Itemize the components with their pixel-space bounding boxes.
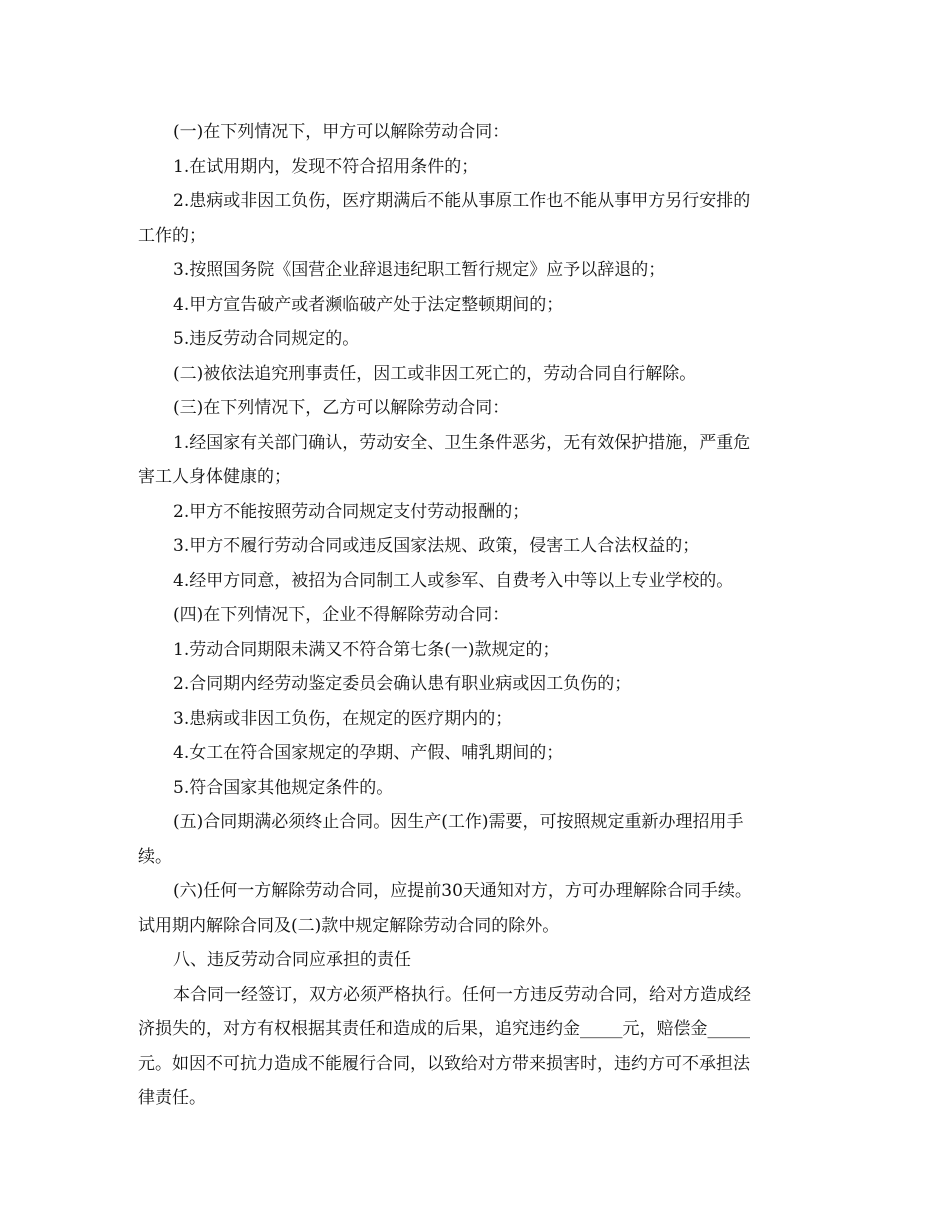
clause-5: (五)合同期满必须终止合同。因生产(工作)需要，可按照规定重新办理招用手 xyxy=(173,812,744,832)
clause-2: (二)被依法追究刑事责任，因工或非因工死亡的，劳动合同自行解除。 xyxy=(173,363,697,384)
section-8-para-line-4: 律责任。 xyxy=(138,1088,206,1108)
section-8-para-line-3: 元。如因不可抗力造成不能履行合同，以致给对方带来损害时，违约方可不承担法 xyxy=(138,1053,750,1074)
clause-4-item-5: 5.符合国家其他规定条件的。 xyxy=(173,777,394,798)
clause-4-item-4: 4.女工在符合国家规定的孕期、产假、哺乳期间的； xyxy=(173,743,564,763)
clause-3-item-1: 1.经国家有关部门确认，劳动安全、卫生条件恶劣，无有效保护措施，严重危 xyxy=(173,432,751,453)
clause-6: (六)任何一方解除劳动合同，应提前30天通知对方，方可办理解除合同手续。 xyxy=(173,881,752,901)
clause-6-cont: 试用期内解除合同及(二)款中规定解除劳动合同的除外。 xyxy=(138,915,560,936)
clause-1-item-4: 4.甲方宣告破产或者濒临破产处于法定整顿期间的； xyxy=(173,294,564,315)
clause-4-item-3: 3.患病或非因工负伤，在规定的医疗期内的； xyxy=(173,708,513,729)
section-8-para-line-1: 本合同一经签订，双方必须严格执行。任何一方违反劳动合同，给对方造成经 xyxy=(173,984,751,1005)
clause-3-item-3: 3.甲方不履行劳动合同或违反国家法规、政策，侵害工人合法权益的； xyxy=(173,536,700,556)
clause-1-item-3: 3.按照国务院《国营企业辞退违纪职工暂行规定》应予以辞退的； xyxy=(173,260,666,280)
document-body xyxy=(138,115,838,1116)
clause-4-item-2: 2.合同期内经劳动鉴定委员会确认患有职业病或因工负伤的； xyxy=(173,674,632,694)
clause-4-heading: (四)在下列情况下，企业不得解除劳动合同： xyxy=(173,605,510,625)
clause-1-item-2: 2.患病或非因工负伤，医疗期满后不能从事原工作也不能从事甲方另行安排的 xyxy=(173,191,751,211)
clause-5-cont: 续。 xyxy=(138,846,172,867)
clause-1-item-5: 5.违反劳动合同规定的。 xyxy=(173,329,360,349)
clause-3-item-4: 4.经甲方同意，被招为合同制工人或参军、自费考入中等以上专业学校的。 xyxy=(173,570,734,591)
clause-1-item-1: 1.在试用期内，发现不符合招用条件的； xyxy=(173,156,479,177)
clause-1-item-2-cont: 工作的； xyxy=(138,225,206,246)
clause-3-heading: (三)在下列情况下，乙方可以解除劳动合同： xyxy=(173,398,510,418)
clause-3-item-1-cont: 害工人身体健康的； xyxy=(138,467,291,487)
clause-1-heading: (一)在下列情况下，甲方可以解除劳动合同： xyxy=(173,122,510,142)
clause-3-item-2: 2.甲方不能按照劳动合同规定支付劳动报酬的； xyxy=(173,501,530,522)
clause-4-item-1: 1.劳动合同期限未满又不符合第七条(一)款规定的； xyxy=(173,639,560,660)
section-8-para-line-2: 济损失的，对方有权根据其责任和造成的后果，追究违约金_____元，赔偿金_____ xyxy=(138,1019,750,1039)
section-8-heading: 八、违反劳动合同应承担的责任 xyxy=(173,950,411,970)
